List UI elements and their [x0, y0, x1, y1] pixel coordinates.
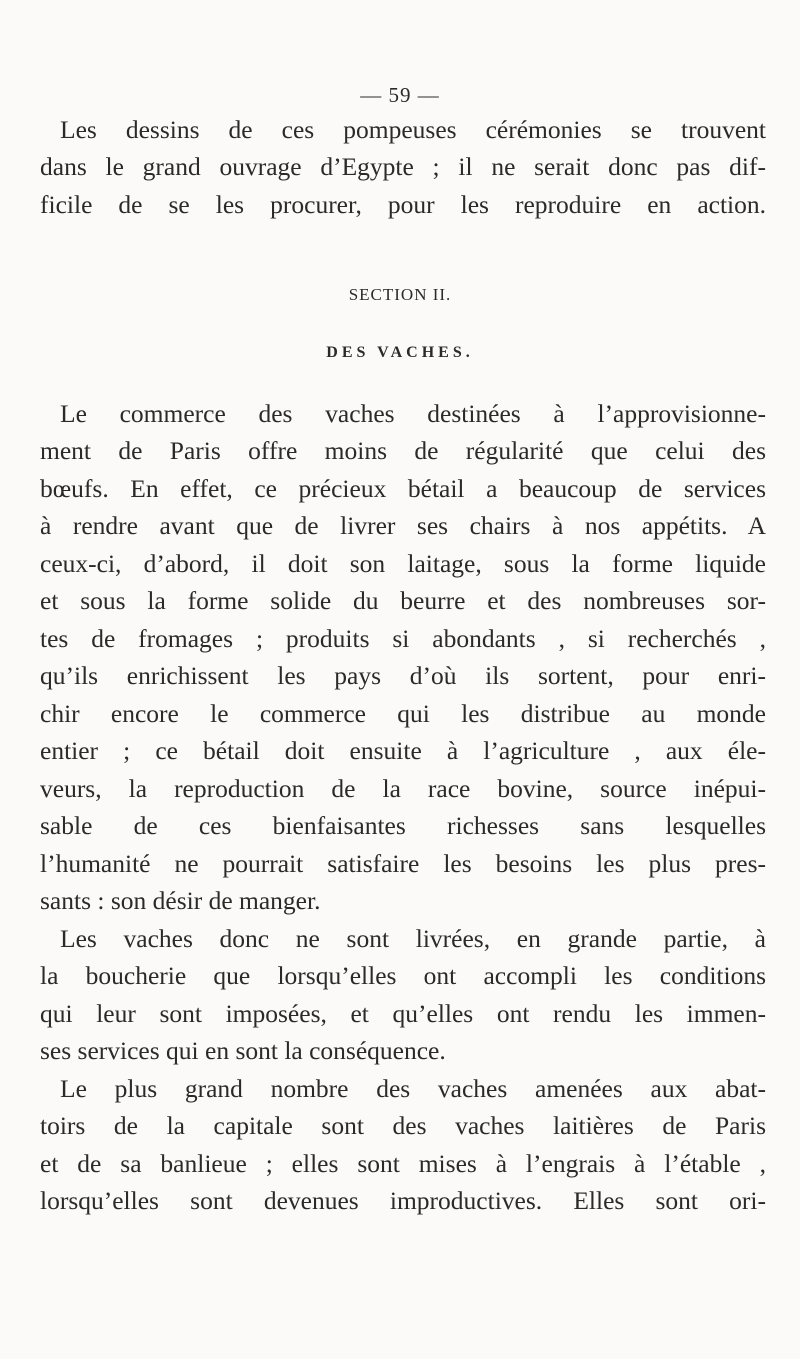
text-line: Les vaches donc ne sont livrées, en grande partie, à	[60, 924, 766, 953]
text-line: Le plus grand nombre des vaches amenées aux abat-	[60, 1074, 766, 1103]
section-title: DES VACHES.	[326, 344, 474, 361]
text-line: sants : son désir de manger.	[40, 886, 321, 915]
text-line: Les dessins de ces pompeuses cérémonies se trouvent	[60, 115, 766, 144]
text-line: Le commerce des vaches destinées à l’approvisionne-	[60, 399, 766, 428]
text-line: veurs, la reproduction de la race bovine, source inépui-	[40, 774, 766, 803]
text-line: ment de Paris offre moins de régularité que celui des	[40, 436, 766, 465]
text-line: tes de fromages ; produits si abondants , si recherchés ,	[40, 624, 766, 653]
text-line: à rendre avant que de livrer ses chairs à nos appétits. A	[40, 511, 766, 540]
text-line: lorsqu’elles sont devenues improductives. Elles sont ori-	[40, 1186, 766, 1215]
text-line: et sous la forme solide du beurre et des nombreuses sor-	[40, 586, 766, 615]
section-heading: SECTION II.	[348, 285, 452, 304]
text-line: ficile de se les procurer, pour les reproduire en action.	[40, 190, 766, 219]
text-line: chir encore le commerce qui les distribue au monde	[40, 699, 766, 728]
text-line: entier ; ce bétail doit ensuite à l’agriculture , aux éle-	[40, 736, 766, 765]
text-line: et de sa banlieue ; elles sont mises à l’engrais à l’étable ,	[40, 1149, 766, 1178]
text-line: ses services qui en sont la conséquence.	[40, 1036, 446, 1065]
text-line: bœufs. En effet, ce précieux bétail a beaucoup de services	[40, 474, 766, 503]
text-line: toirs de la capitale sont des vaches laitières de Paris	[40, 1111, 766, 1140]
page-number: — 59 —	[360, 83, 440, 107]
text-line: dans le grand ouvrage d’Egypte ; il ne serait donc pas dif-	[40, 152, 766, 181]
text-line: sable de ces bienfaisantes richesses sans lesquelles	[40, 811, 766, 840]
text-line: qui leur sont imposées, et qu’elles ont rendu les immen-	[40, 999, 766, 1028]
text-line: la boucherie que lorsqu’elles ont accompli les conditions	[40, 961, 766, 990]
text-line: qu’ils enrichissent les pays d’où ils sortent, pour enri-	[40, 661, 766, 690]
text-line: ceux-ci, d’abord, il doit son laitage, sous la forme liquide	[40, 549, 766, 578]
text-line: l’humanité ne pourrait satisfaire les besoins les plus pres-	[40, 849, 766, 878]
